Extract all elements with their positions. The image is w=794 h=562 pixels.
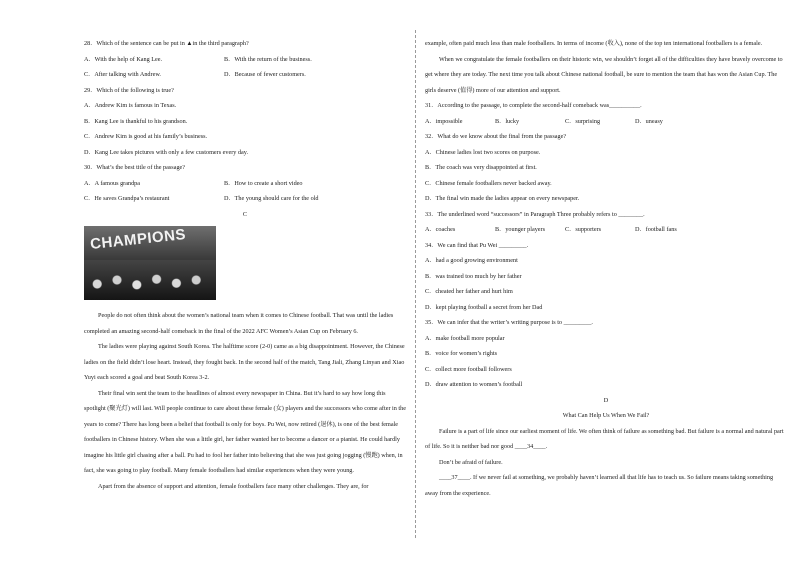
q32-option-c: C．Chinese female footballers never backed away. <box>425 179 552 187</box>
passage-c-paragraph-2: The ladies were playing against South Korea. The halftime score (2-0) came as a big disappointment. However, the Chinese ladies on the field didn’t lose heart. Instead, they fought back. In the second half of the match, Tang Jiali, Zhang Linyan and Xiao Yuyi each scored a goal and beat South Korea 3-2. <box>84 343 405 381</box>
q32-option-b: B．The coach was very disappointed at first. <box>425 164 537 171</box>
question-35: 35．We can infer that the writer’s writing purpose is to _________. <box>425 319 593 326</box>
question-28: 28．Which of the sentence can be put in ▲in the third paragraph? <box>84 40 249 47</box>
passage-c-paragraph-4: Apart from the absence of support and attention, female footballers face many other challenges. They are, for <box>98 482 369 490</box>
q33-option-c: C．supporters <box>565 226 602 233</box>
q31-option-b: B．lucky <box>495 117 520 125</box>
section-c-heading: C <box>242 210 248 218</box>
question-29: 29．Which of the following is true? <box>84 86 174 94</box>
passage-c-paragraph-5: When we congratulate the female footballers on their historic win, we shouldn’t forget all of the difficulties they have bravely overcome to get where they are today. The next time you talk about Chinese national football, be sure to mention the team that has won the Asian Cup. The girls deserve (值得) more of our attention and support. <box>425 55 783 94</box>
q30-options-row1 <box>84 176 406 192</box>
q32-option-a: A．Chinese ladies lost two scores on purpose. <box>425 148 541 156</box>
q33-option-b: B．younger players <box>495 226 546 233</box>
q28-option-d: D．Because of fewer customers. <box>224 71 306 78</box>
q29-option-a: A．Andrew Kim is famous in Texas. <box>84 102 177 109</box>
passage-c-paragraph-4-cont: example, often paid much less than male footballers. In terms of income (收入), none of the top ten international footballers is a female. <box>425 40 763 47</box>
q28-option-b: B．With the return of the business. <box>224 55 312 63</box>
question-30: 30．What’s the best title of the passage? <box>84 164 186 171</box>
q32-option-d: D．The final win made the ladies appear on every newspaper. <box>425 195 580 202</box>
passage-d-paragraph-3: ____37____. If we never fail at something, we probably haven’t learned all that life has to teach us. So failure means taking something away from the experience. <box>425 474 774 497</box>
right-column <box>425 36 787 501</box>
left-column <box>84 36 406 494</box>
q35-option-b: B．voice for women’s rights <box>425 350 498 357</box>
passage-c-paragraph-3: Their final win sent the team to the headlines of almost every newspaper in China. But it’s hard to say how long this spotlight (聚光灯) will last. Will people continue to care about these female (女) players and the successors who come after in the years to come? There has long been a belief that football is only for boys. Pu Wei, now retired (退休), is one of the best female footballers in Chinese history. When she was a little girl, her father wanted her to become a dancer or a pianist. He could hardly imagine his little girl chasing after a ball. Pu had to fool her father into believing that she was just going jogging (慢跑) when, in fact, she was going to play football. Many female footballers had similar experiences when they were young. <box>84 389 406 474</box>
q33-option-a: A．coaches <box>425 226 456 233</box>
q35-option-c: C．collect more football followers <box>425 365 512 373</box>
q35-option-d: D．draw attention to women’s football <box>425 381 523 388</box>
passage-d-paragraph-1: Failure is a part of life since our earliest moment of life. We often think of failure as something bad. But failure is a normal and natural part of life. So it is neither bad nor good ____34____. <box>425 427 784 450</box>
q31-option-c: C．surprising <box>565 117 601 125</box>
q30-options-row2 <box>84 191 406 207</box>
passage-d-title: What Can Help Us When We Fail? <box>562 412 650 419</box>
q31-option-d: D．uneasy <box>635 117 663 125</box>
q30-option-a: A．A famous grandpa <box>84 179 141 187</box>
q30-option-c: C．He saves Grandpa’s restaurant <box>84 195 170 202</box>
q29-option-d: D．Kang Lee takes pictures with only a few customers every day. <box>84 148 249 156</box>
q34-option-b: B．was trained too much by her father <box>425 272 522 280</box>
q35-option-a: A．make football more popular <box>425 334 505 342</box>
column-divider <box>415 30 416 538</box>
q28-option-a: A．With the help of Kang Lee. <box>84 55 163 63</box>
section-d-heading: D <box>603 396 609 404</box>
question-32: 32．What do we know about the final from the passage? <box>425 133 567 140</box>
champions-photo <box>84 226 216 300</box>
q30-option-b: B．How to create a short video <box>224 179 303 187</box>
q34-option-a: A．had a good growing environment <box>425 257 518 264</box>
photo-banner-text: CHAMPIONS <box>89 226 187 253</box>
q28-options-row2 <box>84 67 406 83</box>
q31-option-a: A．impossible <box>425 117 463 125</box>
q31-options <box>425 114 787 130</box>
q33-option-d: D．football fans <box>635 226 677 233</box>
q30-option-d: D．The young should care for the old <box>224 195 319 202</box>
question-34: 34．We can find that Pu Wei _________. <box>425 241 529 249</box>
question-31: 31．According to the passage, to complete the second-half comeback was__________. <box>425 102 642 109</box>
q28-option-c: C．After talking with Andrew. <box>84 71 161 78</box>
q29-option-c: C．Andrew Kim is good at his family’s business. <box>84 133 208 140</box>
q29-option-b: B．Kang Lee is thankful to his grandson. <box>84 117 188 125</box>
passage-c-paragraph-1: People do not often think about the women’s national team when it comes to Chinese football. That was until the ladies completed an amazing second-half comeback in the final of the 2022 AFC Women’s Asian Cup on February 6. <box>84 312 394 335</box>
q34-option-d: D．kept playing football a secret from her Dad <box>425 303 543 311</box>
q33-options <box>425 222 787 238</box>
question-33: 33．The underlined word “successors” in Paragraph Three probably refers to ________. <box>425 210 645 218</box>
team-crowd-image <box>84 260 216 300</box>
q34-option-c: C．cheated her father and hurt him <box>425 288 513 295</box>
q28-options-row1 <box>84 52 406 68</box>
passage-d-paragraph-2: Don’t be afraid of failure. <box>439 458 503 466</box>
